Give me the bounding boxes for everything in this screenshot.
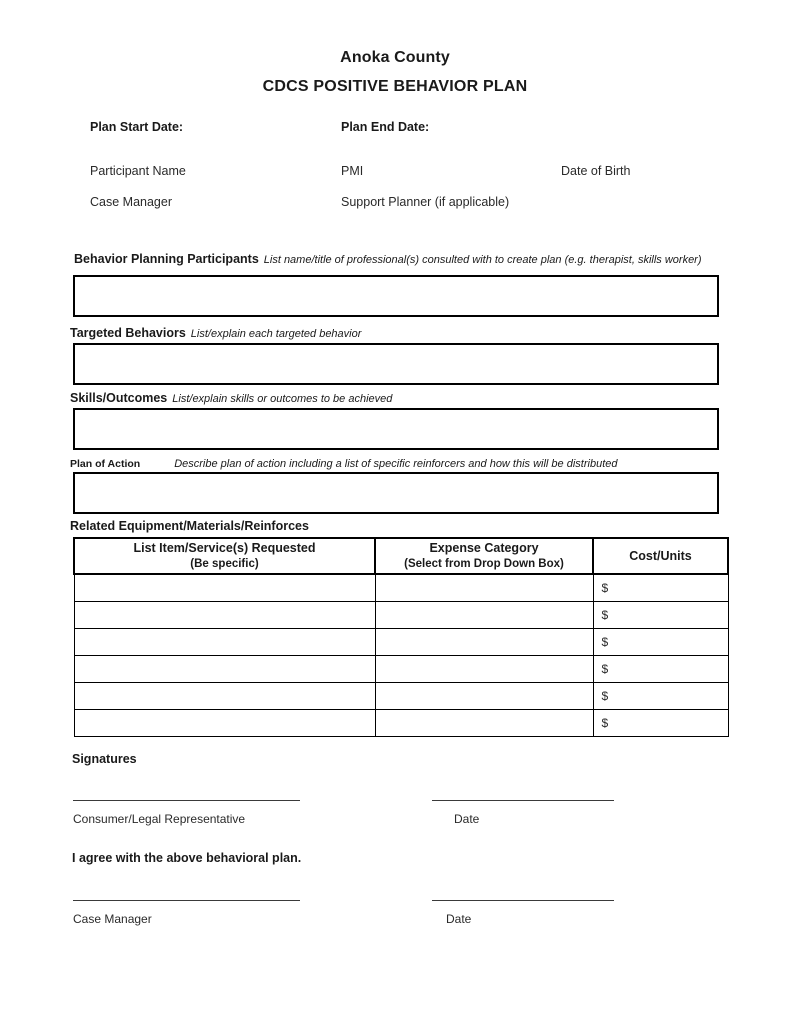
targeted-behaviors-label bbox=[70, 325, 361, 342]
cell-category[interactable] bbox=[375, 655, 593, 682]
page-title-form: CDCS POSITIVE BEHAVIOR PLAN bbox=[262, 78, 528, 95]
cell-category[interactable] bbox=[375, 628, 593, 655]
plan-date-row bbox=[0, 120, 790, 138]
page-title-county: Anoka County bbox=[340, 49, 450, 66]
cell-item[interactable] bbox=[74, 628, 375, 655]
currency-symbol: $ bbox=[601, 715, 609, 730]
case-manager-label: Case Manager bbox=[90, 195, 172, 209]
consumer-date-line[interactable] bbox=[432, 800, 614, 801]
plan-of-action-hint: Describe plan of action including a list of specific reinforcers and how this will be distributed bbox=[174, 458, 618, 470]
table-row bbox=[74, 682, 728, 709]
targeted-behaviors-title: Targeted Behaviors bbox=[70, 326, 186, 340]
cell-category[interactable] bbox=[375, 682, 593, 709]
cell-cost[interactable] bbox=[593, 628, 728, 655]
currency-symbol: $ bbox=[601, 607, 609, 622]
behavior-planning-participants-label bbox=[74, 251, 702, 268]
skills-outcomes-title: Skills/Outcomes bbox=[70, 391, 168, 405]
table-row bbox=[74, 709, 728, 736]
case-manager-date-caption: Date bbox=[446, 912, 472, 926]
plan-end-date-label: Plan End Date: bbox=[341, 120, 430, 134]
document-title-block bbox=[0, 48, 790, 97]
signatures-heading: Signatures bbox=[72, 752, 137, 766]
cell-cost[interactable] bbox=[593, 574, 728, 601]
plan-of-action-label bbox=[70, 455, 617, 472]
plan-start-date-label: Plan Start Date: bbox=[90, 120, 184, 134]
case-manager-signature-caption: Case Manager bbox=[73, 912, 152, 926]
cell-category[interactable] bbox=[375, 574, 593, 601]
table-row bbox=[74, 628, 728, 655]
cell-item[interactable] bbox=[74, 709, 375, 736]
date-of-birth-label: Date of Birth bbox=[561, 164, 631, 178]
participant-name-label: Participant Name bbox=[90, 164, 186, 178]
table-row bbox=[74, 574, 728, 601]
column-header-item-subtitle: (Be specific) bbox=[190, 558, 259, 570]
cell-cost[interactable] bbox=[593, 682, 728, 709]
consumer-date-caption: Date bbox=[454, 812, 480, 826]
table-row bbox=[74, 601, 728, 628]
related-equipment-table bbox=[73, 537, 729, 737]
cell-item[interactable] bbox=[74, 682, 375, 709]
cell-category[interactable] bbox=[375, 601, 593, 628]
targeted-behaviors-input[interactable] bbox=[73, 343, 719, 385]
column-header-item bbox=[74, 538, 375, 574]
cell-item[interactable] bbox=[74, 574, 375, 601]
consumer-signature-caption: Consumer/Legal Representative bbox=[73, 812, 246, 826]
column-header-category-subtitle: (Select from Drop Down Box) bbox=[404, 558, 564, 570]
behavior-planning-participants-title: Behavior Planning Participants bbox=[74, 252, 259, 266]
agreement-statement: I agree with the above behavioral plan. bbox=[72, 851, 302, 865]
cell-item[interactable] bbox=[74, 655, 375, 682]
currency-symbol: $ bbox=[601, 634, 609, 649]
cell-cost[interactable] bbox=[593, 709, 728, 736]
plan-of-action-title: Plan of Action bbox=[70, 458, 141, 470]
skills-outcomes-label bbox=[70, 390, 392, 407]
column-header-item-title: List Item/Service(s) Requested bbox=[133, 541, 316, 555]
cell-item[interactable] bbox=[74, 601, 375, 628]
plan-of-action-input[interactable] bbox=[73, 472, 719, 514]
support-planner-label: Support Planner (if applicable) bbox=[341, 195, 510, 209]
behavior-planning-participants-input[interactable] bbox=[73, 275, 719, 317]
related-equipment-label: Related Equipment/Materials/Reinforces bbox=[70, 519, 309, 533]
consumer-signature-line[interactable] bbox=[73, 800, 300, 801]
table-header-row bbox=[74, 538, 728, 574]
currency-symbol: $ bbox=[601, 688, 609, 703]
column-header-cost-title: Cost/Units bbox=[629, 549, 692, 563]
skills-outcomes-input[interactable] bbox=[73, 408, 719, 450]
column-header-cost bbox=[593, 538, 728, 574]
currency-symbol: $ bbox=[601, 580, 609, 595]
targeted-behaviors-hint: List/explain each targeted behavior bbox=[190, 328, 362, 340]
pmi-label: PMI bbox=[341, 164, 364, 178]
case-manager-date-line[interactable] bbox=[432, 900, 614, 901]
currency-symbol: $ bbox=[601, 661, 609, 676]
column-header-category-title: Expense Category bbox=[429, 541, 539, 555]
cell-cost[interactable] bbox=[593, 655, 728, 682]
behavior-planning-participants-hint: List name/title of professional(s) consulted with to create plan (e.g. therapist, skills worker) bbox=[263, 254, 702, 266]
cell-cost[interactable] bbox=[593, 601, 728, 628]
cell-category[interactable] bbox=[375, 709, 593, 736]
column-header-category bbox=[375, 538, 593, 574]
case-manager-signature-line[interactable] bbox=[73, 900, 300, 901]
skills-outcomes-hint: List/explain skills or outcomes to be achieved bbox=[172, 393, 393, 405]
table-row bbox=[74, 655, 728, 682]
